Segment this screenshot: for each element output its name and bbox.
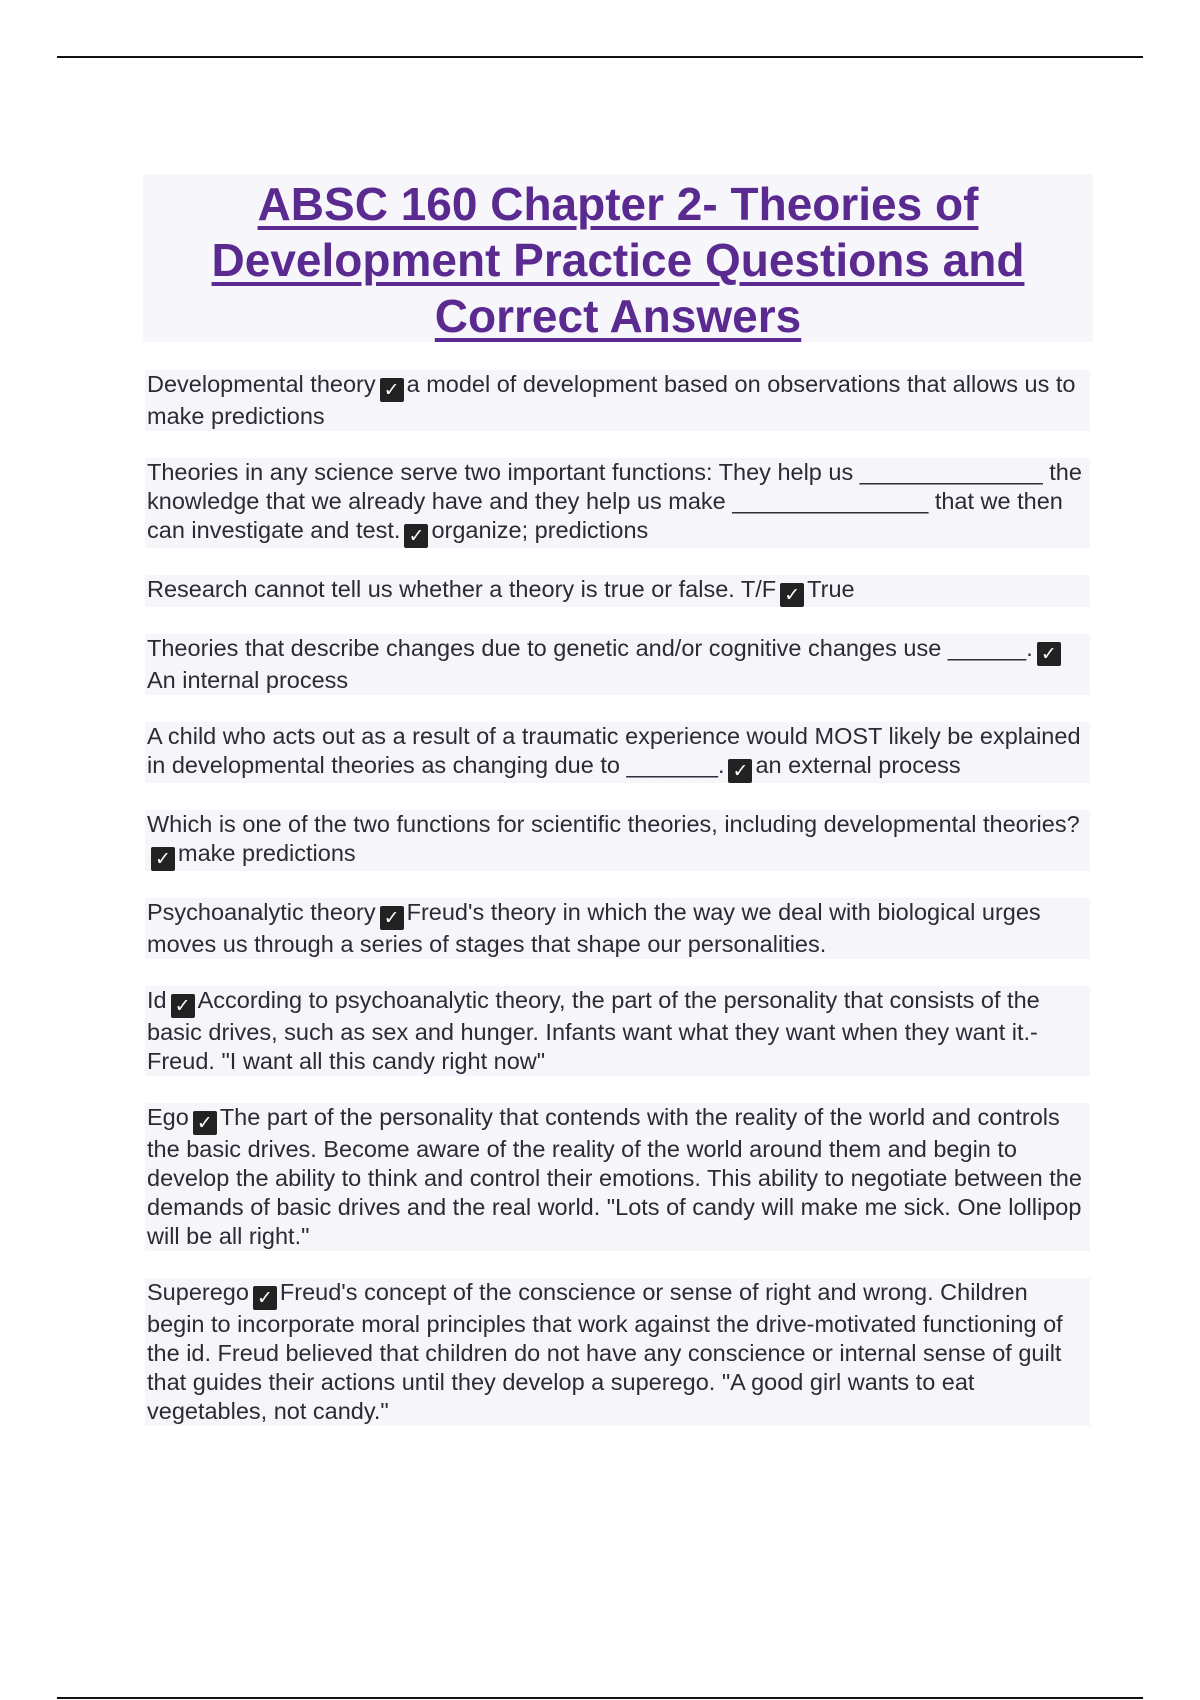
question-text: Theories in any science serve two important functions: They help us ______________ the knowledge that we already have and they help us make _______________ that we then can investigate and test. — [147, 459, 1082, 543]
question-text: Developmental theory — [147, 371, 376, 397]
check-icon: ✓ — [171, 994, 195, 1018]
header-rule — [57, 56, 1143, 58]
qa-item — [145, 1278, 1090, 1426]
answer-text: Freud's theory in which the way we deal with biological urges moves us through a series of stages that shape our personalities. — [147, 899, 1041, 957]
answer-text: According to psychoanalytic theory, the part of the personality that consists of the basic drives, such as sex and hunger. Infants want what they want when they want it.- Freud. "I want all this candy right now" — [147, 987, 1040, 1074]
qa-item — [145, 634, 1090, 695]
footer-rule — [57, 1697, 1143, 1699]
qa-item — [145, 986, 1090, 1076]
answer-text: Freud's concept of the conscience or sense of right and wrong. Children begin to incorporate moral principles that work against the drive-motivated functioning of the id. Freud believed that children do not have any conscience or internal sense of guilt that guides their actions until they develop a superego. "A good girl wants to eat vegetables, not candy." — [147, 1279, 1063, 1424]
qa-item — [145, 898, 1090, 959]
qa-list — [145, 370, 1090, 1453]
check-icon: ✓ — [151, 847, 175, 871]
check-icon: ✓ — [404, 524, 428, 548]
check-icon: ✓ — [728, 759, 752, 783]
question-text: Superego — [147, 1279, 249, 1305]
qa-item — [145, 370, 1090, 431]
question-text: Research cannot tell us whether a theory is true or false. T/F — [147, 576, 777, 602]
check-icon: ✓ — [780, 583, 804, 607]
question-text: Which is one of the two functions for scientific theories, including developmental theories? — [147, 811, 1080, 837]
title-box — [143, 174, 1093, 342]
qa-item — [145, 722, 1090, 783]
answer-text: organize; predictions — [431, 517, 649, 543]
answer-text: The part of the personality that contends with the reality of the world and controls the basic drives. Become aware of the reality of the world around them and begin to develop the ability to think and control their emotions. This ability to negotiate between the demands of basic drives and the real world. "Lots of candy will make me sick. One lollipop will be all right." — [147, 1104, 1082, 1249]
check-icon: ✓ — [1037, 642, 1061, 666]
check-icon: ✓ — [380, 906, 404, 930]
answer-text: a model of development based on observations that allows us to make predictions — [147, 371, 1076, 429]
question-text: Id — [147, 987, 167, 1013]
answer-text: an external process — [755, 752, 961, 778]
question-text: Theories that describe changes due to genetic and/or cognitive changes use ______. — [147, 635, 1033, 661]
question-text: Psychoanalytic theory — [147, 899, 376, 925]
qa-item — [145, 1103, 1090, 1251]
check-icon: ✓ — [380, 378, 404, 402]
answer-text: An internal process — [147, 667, 349, 693]
question-text: A child who acts out as a result of a traumatic experience would MOST likely be explained in developmental theories as changing due to _______. — [147, 723, 1081, 778]
answer-text: make predictions — [178, 840, 356, 866]
document-title: ABSC 160 Chapter 2- Theories of Development Practice Questions and Correct Answers — [211, 178, 1025, 342]
question-text: Ego — [147, 1104, 189, 1130]
check-icon: ✓ — [253, 1286, 277, 1310]
qa-item — [145, 458, 1090, 548]
qa-item — [145, 810, 1090, 871]
qa-item — [145, 575, 1090, 607]
check-icon: ✓ — [193, 1111, 217, 1135]
answer-text: True — [807, 576, 855, 602]
